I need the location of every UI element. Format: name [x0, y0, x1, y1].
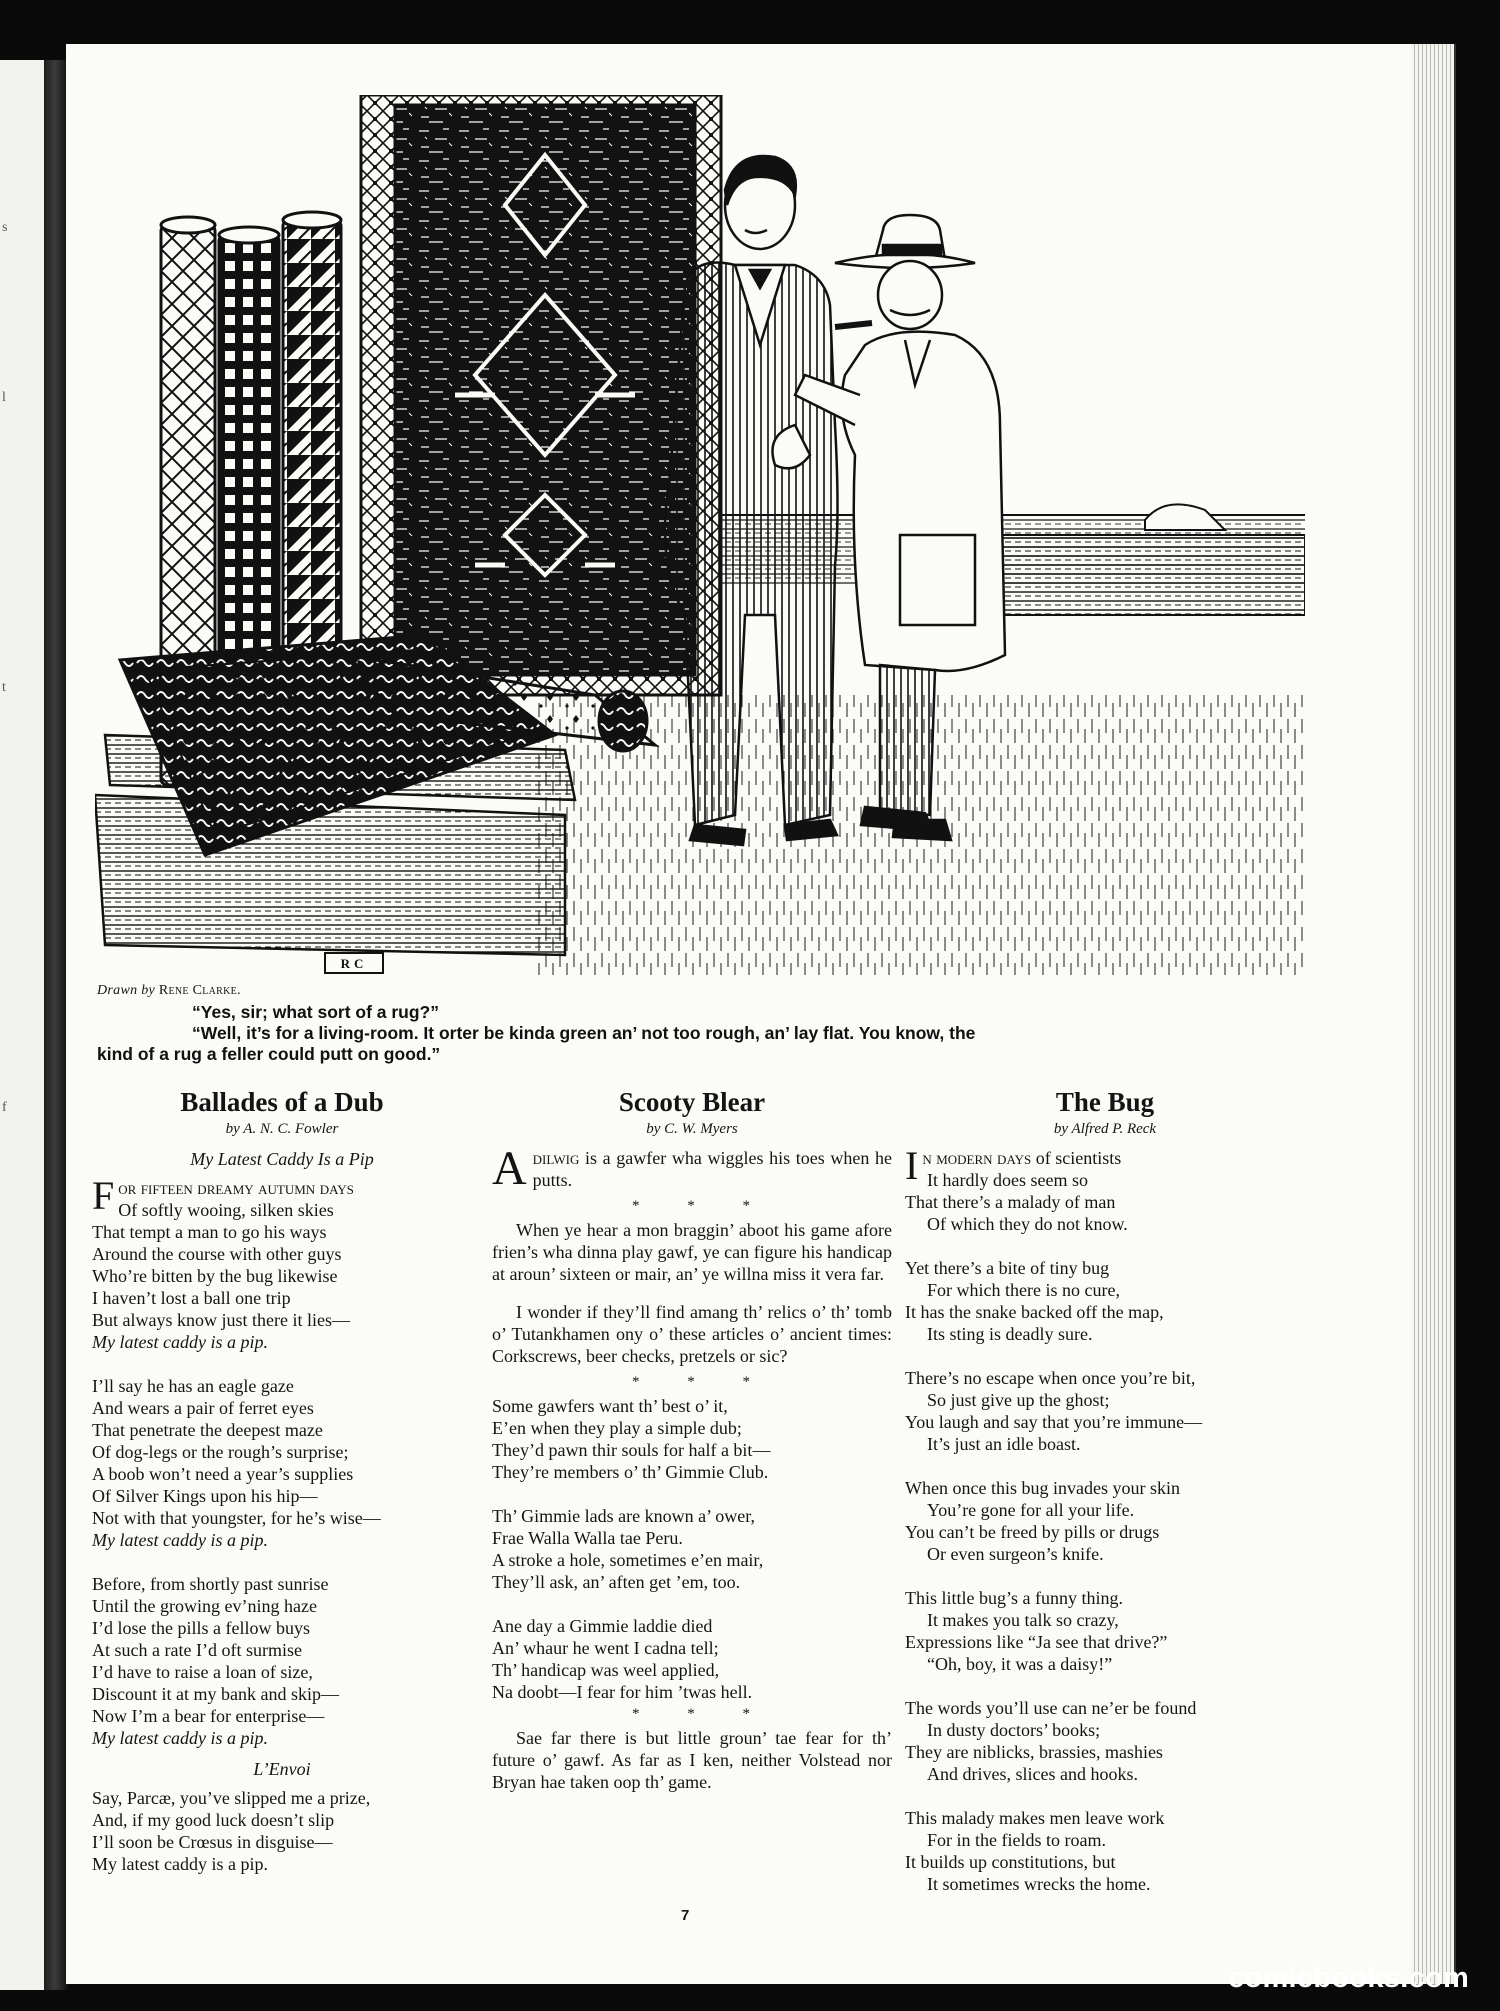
lead-word: dilwig — [532, 1148, 580, 1168]
poem-line: So just give up the ghost; — [927, 1390, 1110, 1410]
poem-refrain: My latest caddy is a pip. — [92, 1332, 268, 1352]
lead-words: n modern days — [922, 1148, 1032, 1168]
paragraph: When ye hear a mon braggin’ aboot his game afore frien’s wha dinna play gawf, ye can figure his handicap at aroun’ sixteen or mair, an’ ye willna miss it vera far. — [492, 1220, 892, 1284]
poem-line: That tempt a man to go his ways — [92, 1222, 327, 1242]
verse-line: Ane day a Gimmie laddie died — [492, 1616, 713, 1636]
poem-line: Now I’m a bear for enterprise— — [92, 1706, 325, 1726]
caption-line-3: kind of a rug a feller could putt on good.” — [97, 1044, 441, 1064]
article-title: Scooty Blear — [618, 1087, 766, 1117]
cartoon-caption — [97, 1002, 1257, 1065]
page-stack-edges — [1411, 44, 1456, 1984]
poem-line: It has the snake backed off the map, — [905, 1302, 1164, 1322]
poem-line: You laugh and say that you’re immune— — [905, 1412, 1203, 1432]
section-divider: * * * — [632, 1706, 772, 1722]
poem-line: Around the course with other guys — [92, 1244, 342, 1264]
poem-line: They are niblicks, brassies, mashies — [905, 1742, 1163, 1762]
poem-line: And, if my good luck doesn’t slip — [92, 1810, 335, 1830]
poem-stanza — [92, 1173, 472, 1353]
poem-stanza — [905, 1477, 1305, 1565]
column-scooty-blear — [492, 1085, 892, 1799]
poem-line: The words you’ll use can ne’er be found — [905, 1698, 1197, 1718]
article-title: Ballades of a Dub — [180, 1087, 384, 1117]
drop-cap: A — [492, 1142, 527, 1195]
poem-line: It builds up constitutions, but — [905, 1852, 1116, 1872]
poem-stanza — [92, 1573, 472, 1749]
article-byline: by C. W. Myers — [646, 1121, 738, 1137]
poem-line: I’ll soon be Crœsus in disguise— — [92, 1832, 333, 1852]
poem-line: Of dog-legs or the rough’s surprise; — [92, 1442, 349, 1462]
poem-line: You can’t be freed by pills or drugs — [905, 1522, 1160, 1542]
artist-monogram: RC — [340, 956, 368, 971]
article-byline: by A. N. C. Fowler — [225, 1121, 339, 1137]
section-divider: * * * — [632, 1198, 772, 1214]
credit-artist-name: Rene Clarke. — [158, 983, 241, 998]
poem-line: Discount it at my bank and skip— — [92, 1684, 339, 1704]
book-spine — [44, 60, 68, 1990]
poem-stanza — [905, 1367, 1305, 1455]
poem-line: At such a rate I’d oft surmise — [92, 1640, 302, 1660]
poem-refrain: My latest caddy is a pip. — [92, 1728, 268, 1748]
credit-prefix: Drawn by — [97, 983, 156, 998]
poem-line: That penetrate the deepest maze — [92, 1420, 323, 1440]
poem-line: When once this bug invades your skin — [905, 1478, 1180, 1498]
site-watermark: comicbooks.com — [1228, 1962, 1470, 1994]
poem-stanza — [905, 1257, 1305, 1345]
poem-line: Not with that youngster, for he’s wise— — [92, 1508, 381, 1528]
column-the-bug — [905, 1085, 1305, 1917]
poem-line: That there’s a malady of man — [905, 1192, 1116, 1212]
poem-line: Of softly wooing, silken skies — [118, 1200, 334, 1220]
poem-line: It hardly does seem so — [927, 1170, 1088, 1190]
poem-line: Say, Parcæ, you’ve slipped me a prize, — [92, 1788, 371, 1808]
caption-line-1: “Yes, sir; what sort of a rug?” — [192, 1002, 439, 1022]
poem-line: A boob won’t need a year’s supplies — [92, 1464, 354, 1484]
verse-stanza — [492, 1395, 892, 1483]
verse-line: E’en when they play a simple dub; — [492, 1418, 742, 1438]
drop-cap: I — [905, 1143, 919, 1188]
column-ballades-of-a-dub — [92, 1085, 472, 1897]
poem-line: It sometimes wrecks the home. — [927, 1874, 1151, 1894]
verse-line: Th’ handicap was weel applied, — [492, 1660, 720, 1680]
poem-line: It’s just an idle boast. — [927, 1434, 1081, 1454]
gutter-mark: s — [2, 220, 8, 235]
poem-line: In dusty doctors’ books; — [927, 1720, 1101, 1740]
poem-envoi — [92, 1787, 472, 1875]
paragraph: Sae far there is but little groun’ tae fear for th’ future o’ gawf. As far as I ken, neither Volstead nor Bryan hae taken oop th’ game. — [492, 1728, 892, 1792]
poem-line: Until the growing ev’ning haze — [92, 1596, 317, 1616]
poem-line: of scientists — [1031, 1148, 1122, 1168]
poem-line: This malady makes men leave work — [905, 1808, 1165, 1828]
poem-refrain: My latest caddy is a pip. — [92, 1530, 268, 1550]
poem-line: And wears a pair of ferret eyes — [92, 1398, 314, 1418]
poem-line: It makes you talk so crazy, — [927, 1610, 1119, 1630]
article-title: The Bug — [1055, 1087, 1155, 1117]
envoi-title: L’Envoi — [253, 1759, 311, 1779]
poem-line: For which there is no cure, — [927, 1280, 1120, 1300]
poem-line: Yet there’s a bite of tiny bug — [905, 1258, 1110, 1278]
poem-line: Or even surgeon’s knife. — [927, 1544, 1104, 1564]
verse-line: They’d pawn thir souls for half a bit— — [492, 1440, 771, 1460]
poem-line: But always know just there it lies— — [92, 1310, 350, 1330]
poem-line: You’re gone for all your life. — [927, 1500, 1135, 1520]
article-byline: by Alfred P. Reck — [1053, 1121, 1157, 1137]
poem-stanza — [905, 1587, 1305, 1675]
poem-line: I’d lose the pills a fellow buys — [92, 1618, 310, 1638]
poem-line: Before, from shortly past sunrise — [92, 1574, 329, 1594]
poem-line: I’d have to raise a loan of size, — [92, 1662, 313, 1682]
paragraph — [492, 1142, 892, 1195]
poem-line: Its sting is deadly sure. — [927, 1324, 1093, 1344]
poem-line: This little bug’s a funny thing. — [905, 1588, 1123, 1608]
verse-line: They’ll ask, an’ aften get ’em, too. — [492, 1572, 741, 1592]
verse-line: They’re members o’ th’ Gimmie Club. — [492, 1462, 769, 1482]
verse-line: A stroke a hole, sometimes e’en mair, — [492, 1550, 764, 1570]
gutter-mark: l — [2, 390, 6, 405]
poem-line: For in the fields to roam. — [927, 1830, 1106, 1850]
section-divider: * * * — [632, 1374, 772, 1390]
facing-page-edge — [0, 60, 47, 1990]
verse-line: Frae Walla Walla tae Peru. — [492, 1528, 683, 1548]
illustration-drawing — [95, 95, 1305, 975]
poem-stanza — [905, 1143, 1305, 1235]
verse-line: An’ whaur he went I cadna tell; — [492, 1638, 719, 1658]
verse-line: Some gawfers want th’ best o’ it, — [492, 1396, 728, 1416]
drop-cap: F — [92, 1173, 115, 1218]
poem-line: Expressions like “Ja see that drive?” — [905, 1632, 1168, 1652]
caption-line-2: “Well, it’s for a living-room. It orter be kinda green an’ not too rough, an’ lay flat. You know, the — [192, 1023, 976, 1043]
paragraph-text: is a gawfer wha wiggles his toes when he putts. — [532, 1148, 892, 1190]
rug-shop-illustration — [95, 95, 1305, 975]
poem-line: I haven’t lost a ball one trip — [92, 1288, 291, 1308]
poem-line: My latest caddy is a pip. — [92, 1854, 268, 1874]
verse-line: Th’ Gimmie lads are known a’ ower, — [492, 1506, 756, 1526]
verse-line: Na doobt—I fear for him ’twas hell. — [492, 1682, 753, 1702]
verse-stanza — [492, 1505, 892, 1593]
page-number: 7 — [681, 1907, 690, 1924]
gutter-mark: t — [2, 680, 6, 695]
poem-stanza — [92, 1375, 472, 1551]
poem-line: There’s no escape when once you’re bit, — [905, 1368, 1196, 1388]
illustration-credit — [97, 983, 241, 999]
poem-subtitle: My Latest Caddy Is a Pip — [190, 1149, 374, 1169]
poem-line: or fifteen dreamy autumn days — [118, 1178, 354, 1198]
poem-line: Of Silver Kings upon his hip— — [92, 1486, 318, 1506]
poem-line: “Oh, boy, it was a daisy!” — [927, 1654, 1113, 1674]
poem-line: I’ll say he has an eagle gaze — [92, 1376, 294, 1396]
paragraph: I wonder if they’ll find amang th’ relics o’ th’ tomb o’ Tutankhamen ony o’ these articles o’ ancient times: Corkscrews, beer checks, pretzels or sic? — [492, 1302, 892, 1366]
poem-stanza — [905, 1807, 1305, 1895]
poem-stanza — [905, 1697, 1305, 1785]
poem-line: Of which they do not know. — [927, 1214, 1128, 1234]
poem-line: Who’re bitten by the bug likewise — [92, 1266, 338, 1286]
gutter-mark: f — [2, 1100, 7, 1115]
poem-line: And drives, slices and hooks. — [927, 1764, 1138, 1784]
verse-stanza — [492, 1615, 892, 1703]
